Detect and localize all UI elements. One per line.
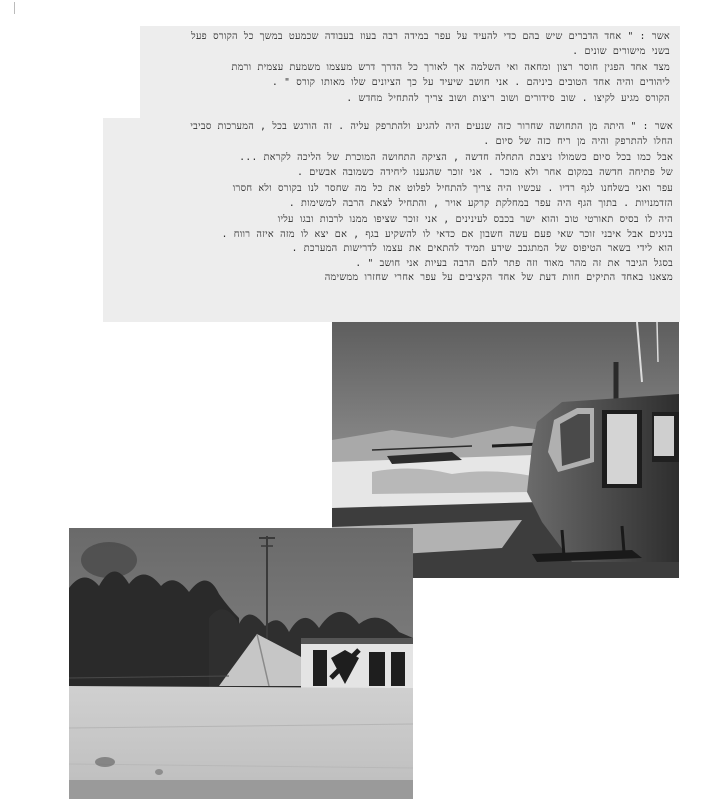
- scan-mark: [14, 2, 15, 14]
- text-line: הוא לידי בשאר הטיפוס של המתגבב שידע תמיד להתאים את עצמו לדרישות המערכת .: [291, 243, 673, 254]
- text-line: בניגים אבל איבני זוכר שאי פעם עשה חשבון אם כדאי לו להשקיע בגף , אם יצא לו מזה איזה רווח .: [221, 228, 673, 240]
- text-line: אשר : " אחד הדברים שיש בהם כדי להעיד על עפר במידה רבה בעוז בעבודה שכמעט במשך כל הקורס פעל: [191, 31, 670, 42]
- text-block-2: [108, 120, 673, 286]
- text-line: של פתיחה חדשה במקום אחר ולא מוכר . אני זוכר שהגענו ליחידה כשמובה אבשים .: [297, 166, 673, 178]
- text-line: ליהודים והיה אחד הטובים ביניהם . אני חושב שיעיד על כך הציונים שלו מאותו קורס " .: [271, 76, 670, 88]
- text-line: החלו להתרפק והיה מן ריח כזה של סיום .: [483, 135, 673, 147]
- text-line: הקורס מגיע לקיצו . שוב סידורים ושוב ריצות ושוב צריך להתחיל מחדש .: [346, 93, 670, 104]
- text-line: בשני מישורים שונים .: [572, 45, 670, 57]
- text-line: אשר : " היתה מן התחושה שחרור כזה שנעים היה להגיע ולהתרפק עליה . זה הורגש בכל , המערכות סביבי: [190, 121, 673, 132]
- text-line: בסגל הגיבר את זה מהר מאוד וזה פתר להם הרבה בעיות אני חושב " .: [355, 257, 673, 269]
- text-line: עפר ואני בשלחנו לגף רדיו . עכשיו היה צריך להתחיל לפלוט את כל מה שחסר לנו בקורס ולא חסרו: [232, 183, 673, 194]
- text-line: היה לו בסיס תאורטי טוב והוא ישר בכבס לעינינים , אני זוכר שציפו ממנו לרבות ובגו עליו: [277, 214, 673, 225]
- text-block-1: [160, 30, 670, 107]
- text-line: מצד אחד הפגין חוסר רצון ומחאה ואי השלמה אך לאורך כל הדרך דרש מעצמו משמעת עצמית ורמת: [231, 62, 670, 73]
- text-line: הזדמנויות . בתוך הגף היה עפר במחלקת קרקע אויר , והתחיל לצאת הרבה למשימות .: [288, 197, 673, 209]
- text-line: אבל כמו בכל סיום כשמולו ניצבת התחלה חדשה , הציקה התחושה המוכרת של הליכה לקראת ...: [239, 152, 673, 163]
- text-line: מצאנו באחד התיקים חוות דעת של אחד הקציבים על עפר אחרי שחזרו ממשימה: [324, 272, 673, 283]
- camp-photo: [69, 528, 413, 799]
